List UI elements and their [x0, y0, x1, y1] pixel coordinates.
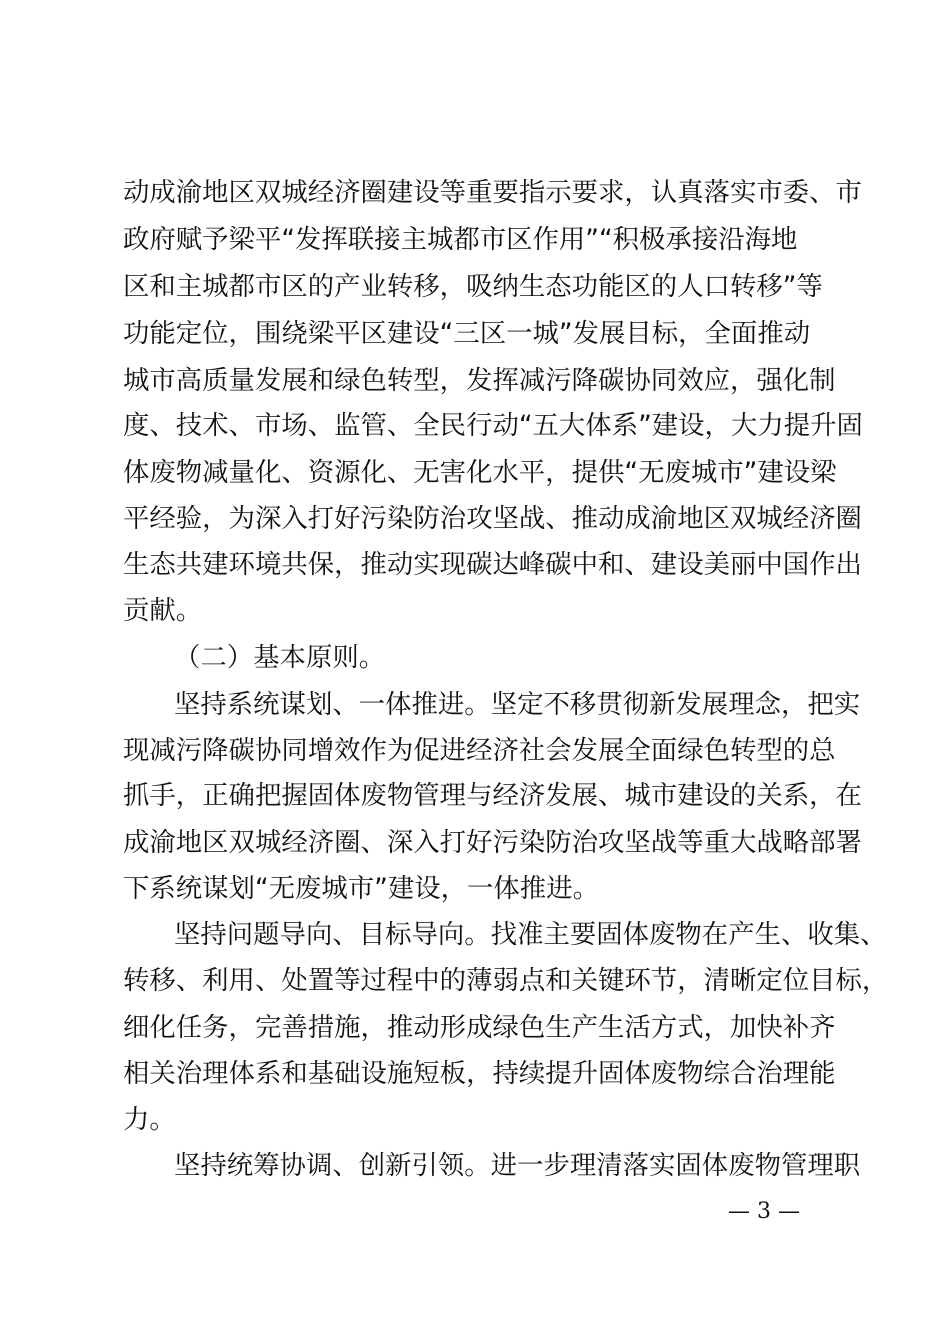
body-text-line: 细化任务，完善措施，推动形成绿色生产生活方式，加快补齐 — [123, 1012, 836, 1043]
paragraph-start-line: 坚持系统谋划、一体推进。坚定不移贯彻新发展理念，把实 — [174, 689, 861, 720]
body-text-line: 动成渝地区双城经济圈建设等重要指示要求，认真落实市委、市 — [123, 177, 862, 208]
body-text-line: 抓手，正确把握固体废物管理与经济发展、城市建设的关系，在 — [123, 780, 862, 811]
body-text-line: 区和主城都市区的产业转移，吸纳生态功能区的人口转移”等 — [123, 271, 823, 302]
body-text-line: 度、技术、市场、监管、全民行动“五大体系”建设，大力提升固 — [123, 410, 863, 441]
body-text-line: 体废物减量化、资源化、无害化水平，提供“无废城市”建设梁 — [123, 457, 837, 488]
page-number: — 3 — — [728, 1199, 800, 1224]
body-text-line: 力。 — [123, 1104, 176, 1135]
body-text-line: 功能定位，围绕梁平区建设“三区一城”发展目标，全面推动 — [123, 318, 811, 349]
body-text-line: 平经验，为深入打好污染防治攻坚战、推动成渝地区双城经济圈 — [123, 503, 862, 534]
body-text-line: 相关治理体系和基础设施短板，持续提升固体废物综合治理能 — [123, 1058, 836, 1089]
body-text-line: 贡献。 — [123, 595, 203, 626]
body-text-line: 生态共建环境共保，推动实现碳达峰碳中和、建设美丽中国作出 — [123, 549, 862, 580]
body-text-line: 现减污降碳协同增效作为促进经济社会发展全面绿色转型的总 — [123, 735, 836, 766]
body-text-line: 下系统谋划“无废城市”建设，一体推进。 — [123, 873, 599, 904]
body-text-line: 成渝地区双城经济圈、深入打好污染防治攻坚战等重大战略部署 — [123, 827, 862, 858]
section-heading: （二）基本原则。 — [174, 642, 386, 673]
paragraph-start-line: 坚持统筹协调、创新引领。进一步理清落实固体废物管理职 — [174, 1150, 861, 1181]
body-text-line: 转移、利用、处置等过程中的薄弱点和关键环节，清晰定位目标， — [123, 965, 889, 996]
paragraph-start-line: 坚持问题导向、目标导向。找准主要固体废物在产生、收集、 — [174, 919, 887, 950]
body-text-line: 城市高质量发展和绿色转型，发挥减污降碳协同效应，强化制 — [123, 365, 836, 396]
body-text-line: 政府赋予梁平“发挥联接主城都市区作用”“积极承接沿海地 — [123, 224, 798, 255]
